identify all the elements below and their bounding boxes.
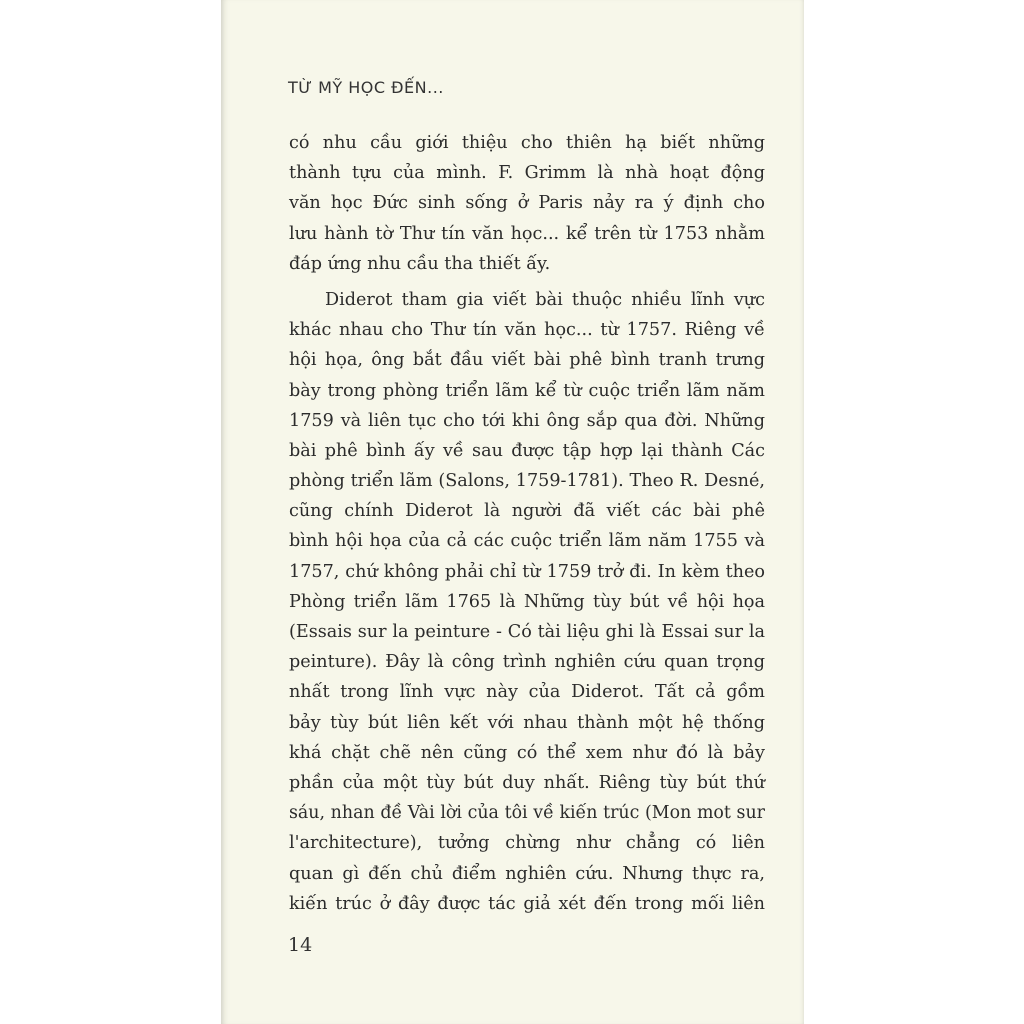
text-line: bình hội họa của cả các cuộc triển lãm năm 1755 và <box>289 531 765 552</box>
text-line: phòng triển lãm (Salons, 1759-1781). Theo R. Desné, <box>289 471 765 492</box>
text-line: l'architecture), tưởng chừng như chẳng có liên <box>289 833 765 854</box>
text-line: bài phê bình ấy về sau được tập hợp lại thành Các <box>289 440 765 461</box>
text-line: sáu, nhan đề Vài lời của tôi về kiến trúc (Mon mot sur <box>289 803 765 824</box>
text-line: lưu hành tờ Thư tín văn học... kể trên từ 1753 nhằm <box>289 223 765 244</box>
text-line: bày trong phòng triển lãm kể từ cuộc triển lãm năm <box>289 380 765 401</box>
text-line: văn học Đức sinh sống ở Paris nảy ra ý định cho <box>289 193 765 214</box>
text-line: Diderot tham gia viết bài thuộc nhiều lĩnh vực <box>325 289 765 310</box>
text-line: 1757, chứ không phải chỉ từ 1759 trở đi. In kèm theo <box>289 561 765 582</box>
text-line: hội họa, ông bắt đầu viết bài phê bình tranh trưng <box>289 350 765 371</box>
text-line: cũng chính Diderot là người đã viết các bài phê <box>289 501 765 522</box>
text-line: (Essais sur la peinture - Có tài liệu ghi là Essai sur la <box>289 622 765 642</box>
page-number: 14 <box>288 934 313 956</box>
text-line: phần của một tùy bút duy nhất. Riêng tùy bút thứ <box>289 772 765 793</box>
text-line: kiến trúc ở đây được tác giả xét đến trong mối liên <box>289 893 765 914</box>
text-line: nhất trong lĩnh vực này của Diderot. Tất cả gồm <box>289 682 765 703</box>
text-line: khác nhau cho Thư tín văn học... từ 1757. Riêng về <box>289 320 765 341</box>
text-line: đáp ứng nhu cầu tha thiết ấy. <box>289 253 551 274</box>
text-line: bảy tùy bút liên kết với nhau thành một hệ thống <box>289 712 765 733</box>
text-line: thành tựu của mình. F. Grimm là nhà hoạt động <box>289 163 765 184</box>
text-line: 1759 và liên tục cho tới khi ông sắp qua đời. Những <box>289 410 765 431</box>
text-line: khá chặt chẽ nên cũng có thể xem như đó là bảy <box>289 742 765 763</box>
text-line: có nhu cầu giới thiệu cho thiên hạ biết những <box>289 133 765 153</box>
text-line: peinture). Đây là công trình nghiên cứu quan trọng <box>289 652 765 673</box>
book-page <box>221 0 804 1024</box>
running-head: TỪ MỸ HỌC ĐẾN... <box>288 78 444 97</box>
text-line: Phòng triển lãm 1765 là Những tùy bút về hội họa <box>289 591 765 612</box>
body-text <box>289 128 765 919</box>
text-line: quan gì đến chủ điểm nghiên cứu. Nhưng thực ra, <box>289 863 765 884</box>
